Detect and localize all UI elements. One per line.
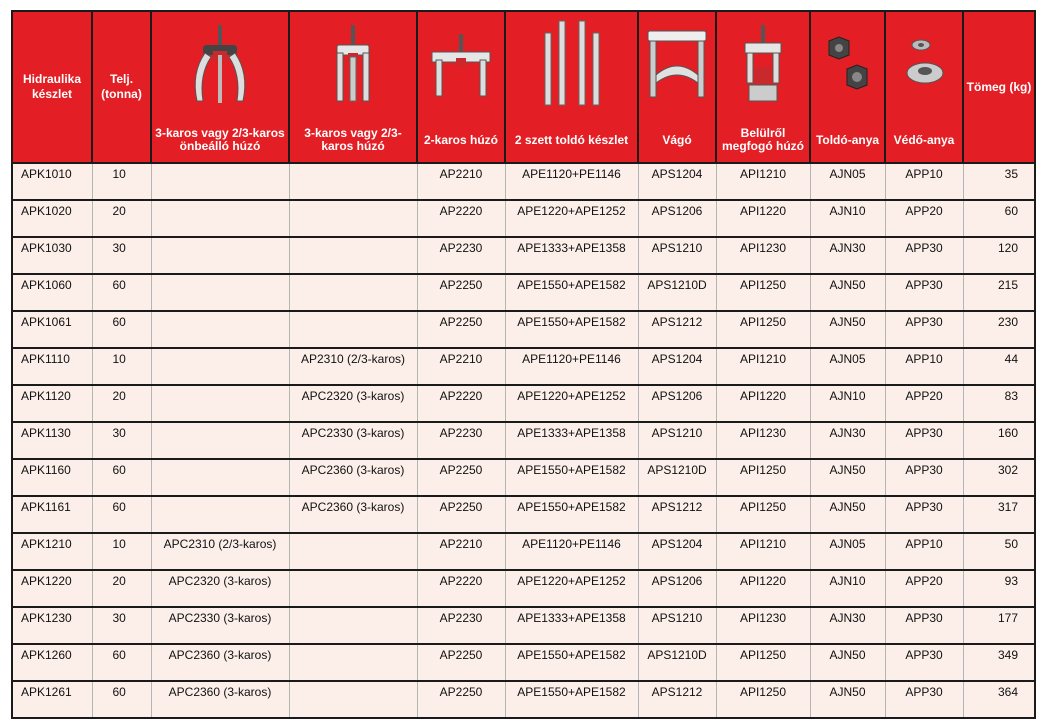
cell-extensions: APE1220+APE1252 (505, 200, 638, 237)
cell-protect-nut: APP30 (885, 644, 963, 681)
cell-puller-3arm: APC2360 (3-karos) (289, 459, 417, 496)
table-row (12, 533, 1035, 570)
cell-puller-3arm (289, 163, 417, 200)
cell-kit: APK1230 (12, 607, 92, 644)
cell-capacity: 60 (92, 681, 151, 718)
cell-kit: APK1130 (12, 422, 92, 459)
cell-capacity: 30 (92, 237, 151, 274)
cell-capacity: 60 (92, 274, 151, 311)
cell-puller-3arm (289, 311, 417, 348)
cell-puller-2arm: AP2250 (417, 459, 505, 496)
cell-capacity: 60 (92, 644, 151, 681)
cell-puller-2arm: AP2210 (417, 348, 505, 385)
cell-extensions: APE1550+APE1582 (505, 274, 638, 311)
cell-puller-2arm: AP2220 (417, 570, 505, 607)
cell-ext-nut: AJN50 (810, 644, 885, 681)
header-internal (716, 11, 810, 163)
cell-kit: APK1020 (12, 200, 92, 237)
header-protect-nut (885, 11, 963, 163)
cell-internal: API1250 (716, 311, 810, 348)
cell-ext-nut: AJN30 (810, 607, 885, 644)
cell-cutter: APS1204 (638, 348, 716, 385)
cell-weight: 44 (963, 348, 1035, 385)
cell-protect-nut: APP30 (885, 496, 963, 533)
cell-weight: 302 (963, 459, 1035, 496)
cell-protect-nut: APP20 (885, 200, 963, 237)
header-protect-nut-label: Védő-anya (893, 132, 955, 147)
cell-cutter: APS1206 (638, 385, 716, 422)
header-internal-label: Belülről megfogó húzó (722, 126, 804, 153)
cell-ext-nut: AJN50 (810, 496, 885, 533)
cell-internal: API1250 (716, 274, 810, 311)
cell-capacity: 20 (92, 570, 151, 607)
table-row (12, 163, 1035, 200)
cell-puller-3arm: AP2310 (2/3-karos) (289, 348, 417, 385)
table-row (12, 496, 1035, 533)
header-cutter (638, 11, 716, 163)
header-self-centering-label: 3-karos vagy 2/3-karos önbeálló húzó (155, 126, 285, 153)
cell-puller-2arm: AP2250 (417, 496, 505, 533)
cell-extensions: APE1550+APE1582 (505, 311, 638, 348)
cell-self-centering: APC2360 (3-karos) (151, 681, 289, 718)
header-weight: Tömeg (kg) (963, 11, 1035, 163)
cell-capacity: 30 (92, 607, 151, 644)
cell-self-centering (151, 163, 289, 200)
cell-kit: APK1260 (12, 644, 92, 681)
cell-self-centering (151, 311, 289, 348)
cell-puller-2arm: AP2230 (417, 422, 505, 459)
cell-weight: 35 (963, 163, 1035, 200)
two-arm-puller-icon (418, 12, 504, 118)
cell-self-centering (151, 348, 289, 385)
extension-rods-icon (506, 12, 637, 118)
cell-puller-3arm (289, 570, 417, 607)
cell-capacity: 10 (92, 533, 151, 570)
cell-weight: 364 (963, 681, 1035, 718)
extension-nut-icon (811, 12, 884, 118)
cell-ext-nut: AJN30 (810, 237, 885, 274)
cell-weight: 60 (963, 200, 1035, 237)
separator-cutter-icon (639, 12, 715, 118)
cell-puller-3arm (289, 607, 417, 644)
cell-capacity: 60 (92, 311, 151, 348)
table-row (12, 200, 1035, 237)
cell-cutter: APS1212 (638, 681, 716, 718)
table-row (12, 644, 1035, 681)
cell-kit: APK1030 (12, 237, 92, 274)
cell-protect-nut: APP30 (885, 274, 963, 311)
cell-internal: API1220 (716, 570, 810, 607)
cell-internal: API1250 (716, 644, 810, 681)
header-extensions-label: 2 szett toldó készlet (514, 132, 629, 147)
cell-cutter: APS1210 (638, 607, 716, 644)
cell-puller-2arm: AP2250 (417, 681, 505, 718)
cell-protect-nut: APP20 (885, 570, 963, 607)
cell-kit: APK1060 (12, 274, 92, 311)
cell-protect-nut: APP10 (885, 348, 963, 385)
table-row (12, 570, 1035, 607)
internal-puller-icon (717, 12, 809, 118)
cell-self-centering: APC2320 (3-karos) (151, 570, 289, 607)
cell-protect-nut: APP30 (885, 422, 963, 459)
cell-ext-nut: AJN10 (810, 385, 885, 422)
table-row (12, 311, 1035, 348)
cell-ext-nut: AJN50 (810, 311, 885, 348)
cell-cutter: APS1206 (638, 570, 716, 607)
cell-puller-3arm (289, 533, 417, 570)
cell-capacity: 20 (92, 385, 151, 422)
cell-weight: 317 (963, 496, 1035, 533)
cell-ext-nut: AJN10 (810, 200, 885, 237)
cell-kit: APK1110 (12, 348, 92, 385)
header-capacity: Telj. (tonna) (92, 11, 151, 163)
cell-self-centering: APC2360 (3-karos) (151, 644, 289, 681)
header-self-centering (151, 11, 289, 163)
cell-cutter: APS1204 (638, 533, 716, 570)
cell-internal: API1220 (716, 385, 810, 422)
cell-puller-3arm (289, 237, 417, 274)
cell-cutter: APS1210 (638, 422, 716, 459)
cell-cutter: APS1212 (638, 311, 716, 348)
cell-kit: APK1120 (12, 385, 92, 422)
cell-extensions: APE1550+APE1582 (505, 496, 638, 533)
cell-puller-2arm: AP2250 (417, 274, 505, 311)
table-row (12, 607, 1035, 644)
table-row (12, 422, 1035, 459)
cell-cutter: APS1210D (638, 459, 716, 496)
cell-protect-nut: APP10 (885, 533, 963, 570)
cell-puller-2arm: AP2250 (417, 311, 505, 348)
cell-extensions: APE1550+APE1582 (505, 681, 638, 718)
cell-extensions: APE1333+APE1358 (505, 607, 638, 644)
cell-self-centering (151, 459, 289, 496)
cell-puller-2arm: AP2230 (417, 607, 505, 644)
cell-internal: API1250 (716, 496, 810, 533)
cell-protect-nut: APP30 (885, 681, 963, 718)
cell-kit: APK1160 (12, 459, 92, 496)
cell-self-centering (151, 274, 289, 311)
cell-weight: 177 (963, 607, 1035, 644)
cell-kit: APK1010 (12, 163, 92, 200)
cell-self-centering (151, 237, 289, 274)
cell-self-centering: APC2310 (2/3-karos) (151, 533, 289, 570)
cell-puller-2arm: AP2210 (417, 533, 505, 570)
cell-ext-nut: AJN05 (810, 163, 885, 200)
self-centering-puller-icon (152, 12, 288, 118)
cell-puller-3arm (289, 681, 417, 718)
cell-puller-2arm: AP2250 (417, 644, 505, 681)
cell-protect-nut: APP30 (885, 311, 963, 348)
cell-internal: API1210 (716, 163, 810, 200)
cell-weight: 215 (963, 274, 1035, 311)
cell-extensions: APE1333+APE1358 (505, 237, 638, 274)
cell-puller-2arm: AP2230 (417, 237, 505, 274)
cell-extensions: APE1120+PE1146 (505, 348, 638, 385)
cell-internal: API1230 (716, 237, 810, 274)
cell-internal: API1210 (716, 348, 810, 385)
cell-weight: 50 (963, 533, 1035, 570)
cell-self-centering (151, 422, 289, 459)
table-row (12, 459, 1035, 496)
cell-ext-nut: AJN30 (810, 422, 885, 459)
header-ext-nut (810, 11, 885, 163)
cell-ext-nut: AJN05 (810, 533, 885, 570)
cell-cutter: APS1210 (638, 237, 716, 274)
cell-puller-2arm: AP2220 (417, 200, 505, 237)
header-3arm-puller (289, 11, 417, 163)
header-2arm-puller (417, 11, 505, 163)
cell-extensions: APE1220+APE1252 (505, 385, 638, 422)
header-ext-nut-label: Toldó-anya (815, 132, 880, 147)
table-row (12, 385, 1035, 422)
cell-cutter: APS1210D (638, 274, 716, 311)
cell-protect-nut: APP30 (885, 459, 963, 496)
cell-weight: 349 (963, 644, 1035, 681)
cell-kit: APK1210 (12, 533, 92, 570)
cell-ext-nut: AJN50 (810, 274, 885, 311)
cell-self-centering: APC2330 (3-karos) (151, 607, 289, 644)
cell-capacity: 60 (92, 459, 151, 496)
cell-capacity: 10 (92, 348, 151, 385)
cell-cutter: APS1204 (638, 163, 716, 200)
cell-internal: API1230 (716, 422, 810, 459)
cell-self-centering (151, 496, 289, 533)
cell-puller-3arm: APC2320 (3-karos) (289, 385, 417, 422)
table-header (12, 11, 1035, 163)
cell-cutter: APS1206 (638, 200, 716, 237)
cell-extensions: APE1333+APE1358 (505, 422, 638, 459)
cell-ext-nut: AJN50 (810, 681, 885, 718)
cell-ext-nut: AJN05 (810, 348, 885, 385)
table-body (12, 163, 1035, 718)
cell-internal: API1230 (716, 607, 810, 644)
cell-puller-3arm (289, 644, 417, 681)
cell-extensions: APE1550+APE1582 (505, 644, 638, 681)
cell-weight: 83 (963, 385, 1035, 422)
product-table-container (11, 10, 1036, 719)
table-row (12, 274, 1035, 311)
cell-weight: 93 (963, 570, 1035, 607)
cell-protect-nut: APP20 (885, 385, 963, 422)
cell-kit: APK1061 (12, 311, 92, 348)
table-row (12, 348, 1035, 385)
cell-cutter: APS1210D (638, 644, 716, 681)
cell-puller-3arm (289, 200, 417, 237)
cell-capacity: 10 (92, 163, 151, 200)
cell-extensions: APE1220+APE1252 (505, 570, 638, 607)
cell-weight: 230 (963, 311, 1035, 348)
cell-self-centering (151, 385, 289, 422)
cell-ext-nut: AJN10 (810, 570, 885, 607)
cell-extensions: APE1550+APE1582 (505, 459, 638, 496)
cell-puller-3arm (289, 274, 417, 311)
header-3arm-puller-label: 3-karos vagy 2/3-karos húzó (304, 126, 402, 153)
cell-kit: APK1261 (12, 681, 92, 718)
cell-internal: API1220 (716, 200, 810, 237)
cell-internal: API1210 (716, 533, 810, 570)
cell-extensions: APE1120+PE1146 (505, 163, 638, 200)
cell-internal: API1250 (716, 681, 810, 718)
cell-capacity: 20 (92, 200, 151, 237)
cell-protect-nut: APP30 (885, 237, 963, 274)
cell-kit: APK1161 (12, 496, 92, 533)
cell-puller-2arm: AP2220 (417, 385, 505, 422)
table-row (12, 681, 1035, 718)
cell-kit: APK1220 (12, 570, 92, 607)
header-kit: Hidraulika készlet (12, 11, 92, 163)
cell-internal: API1250 (716, 459, 810, 496)
cell-cutter: APS1212 (638, 496, 716, 533)
table-row (12, 237, 1035, 274)
cell-ext-nut: AJN50 (810, 459, 885, 496)
cell-self-centering (151, 200, 289, 237)
cell-protect-nut: APP30 (885, 607, 963, 644)
header-cutter-label: Vágó (662, 132, 692, 147)
cell-puller-3arm: APC2360 (3-karos) (289, 496, 417, 533)
header-2arm-puller-label: 2-karos húzó (423, 132, 498, 147)
cell-weight: 160 (963, 422, 1035, 459)
cell-capacity: 60 (92, 496, 151, 533)
protection-nut-icon (886, 12, 962, 118)
three-arm-puller-icon (290, 12, 416, 118)
cell-extensions: APE1120+PE1146 (505, 533, 638, 570)
cell-weight: 120 (963, 237, 1035, 274)
header-extensions (505, 11, 638, 163)
cell-protect-nut: APP10 (885, 163, 963, 200)
cell-puller-3arm: APC2330 (3-karos) (289, 422, 417, 459)
cell-puller-2arm: AP2210 (417, 163, 505, 200)
cell-capacity: 30 (92, 422, 151, 459)
hydraulic-kit-table (11, 10, 1036, 719)
